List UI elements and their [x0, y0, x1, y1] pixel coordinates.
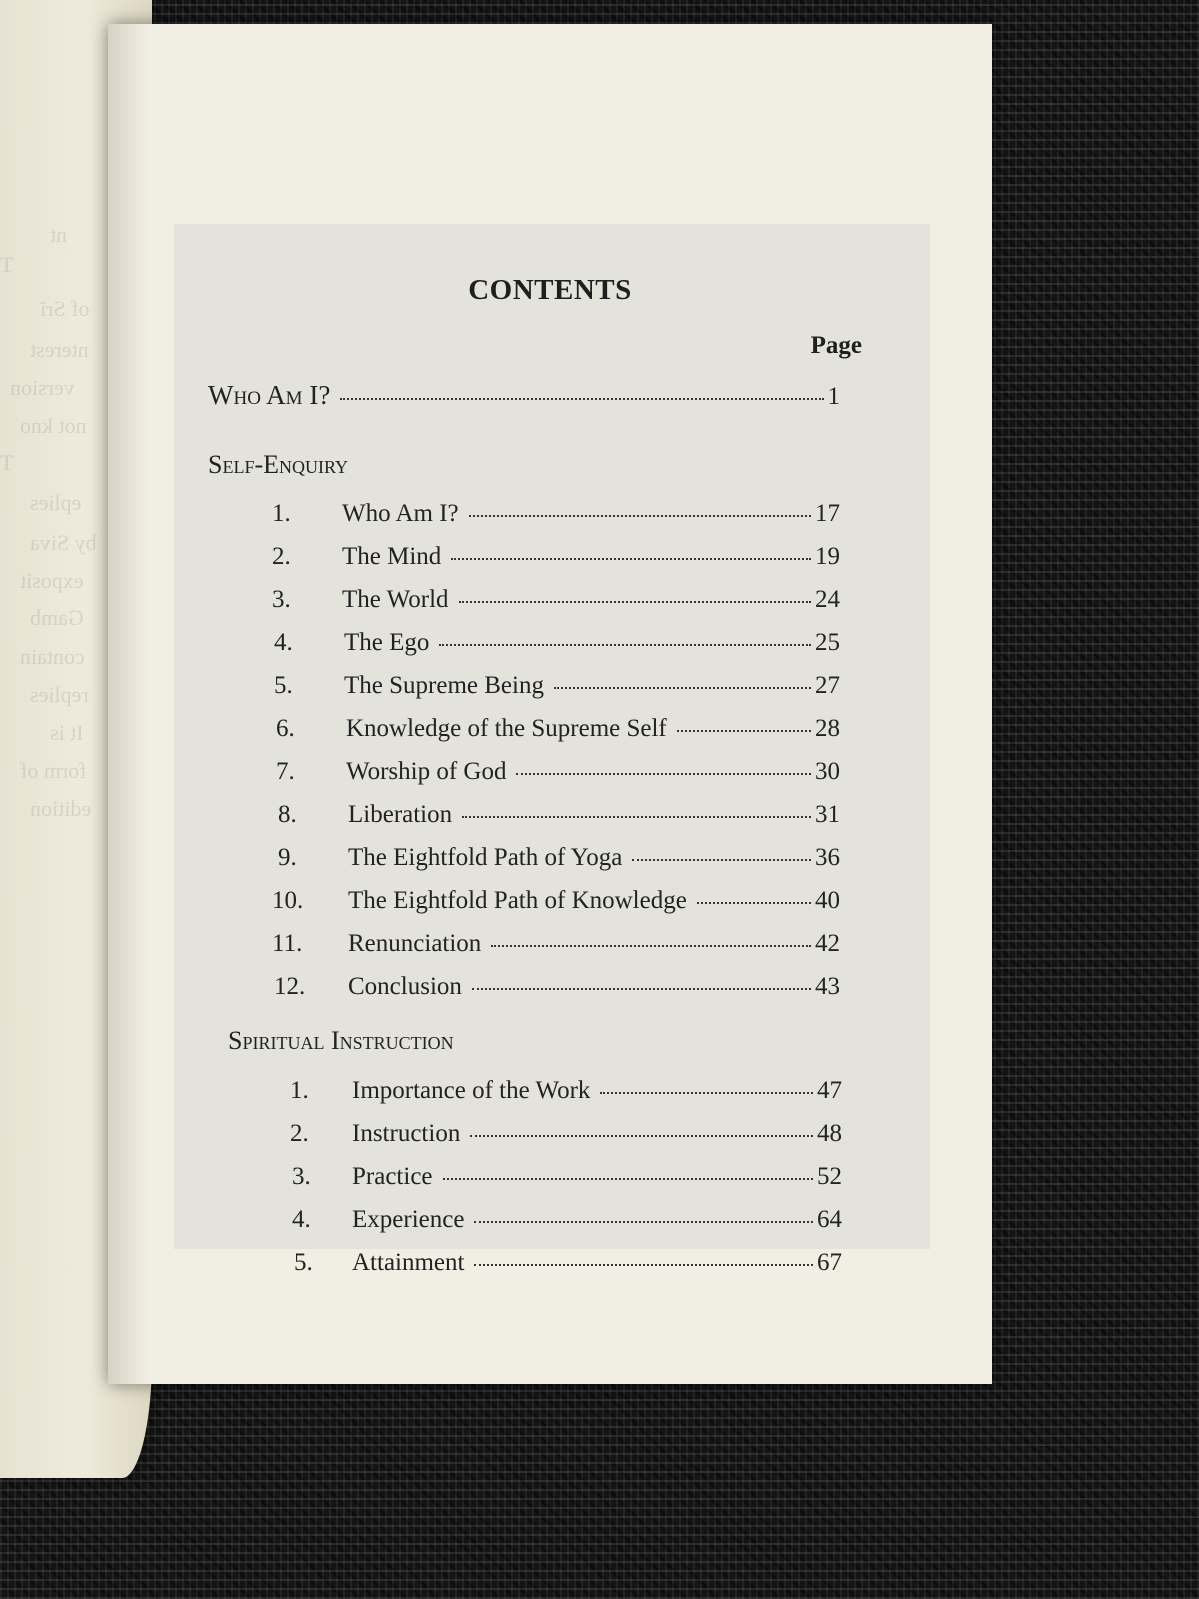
toc-item-title: Knowledge of the Supreme Self — [346, 715, 667, 742]
toc-item — [278, 801, 840, 829]
toc-item — [290, 1077, 842, 1105]
bleed-through-text: Gamb — [30, 605, 84, 630]
bleed-through-text: edition — [30, 796, 92, 821]
toc-item-title: Importance of the Work — [352, 1077, 591, 1104]
toc-item-number: 1. — [290, 1077, 309, 1104]
toc-main-entry — [208, 380, 840, 411]
dot-leader — [632, 859, 811, 861]
toc-item-page: 25 — [815, 629, 840, 656]
toc-item-page: 43 — [815, 973, 840, 1000]
toc-item-number: 4. — [274, 629, 293, 656]
page-gutter-shadow — [108, 24, 148, 1384]
bleed-through-text: contain — [20, 644, 85, 669]
bleed-through-text: form of — [20, 758, 87, 783]
toc-item-number: 4. — [292, 1206, 311, 1233]
toc-item-title: Worship of God — [346, 758, 507, 785]
bleed-through-text: eplies — [30, 490, 82, 515]
toc-item-number: 9. — [278, 844, 297, 871]
toc-item — [272, 500, 840, 528]
dot-leader — [443, 1178, 813, 1180]
dot-leader — [697, 902, 811, 904]
toc-item-page: 36 — [815, 844, 840, 871]
toc-item-page: 27 — [815, 672, 840, 699]
toc-entry-title: Who Am I? — [208, 380, 331, 410]
toc-item — [274, 629, 840, 657]
toc-item-number: 2. — [290, 1120, 309, 1147]
toc-item-title: The Supreme Being — [344, 672, 544, 699]
dot-leader — [470, 1135, 813, 1137]
toc-item-title: Attainment — [352, 1249, 465, 1276]
dot-leader — [439, 644, 811, 646]
toc-item-title: Instruction — [352, 1120, 461, 1147]
toc-item-page: 31 — [815, 801, 840, 828]
page-column-label: Page — [810, 332, 862, 359]
toc-item-page: 30 — [815, 758, 840, 785]
toc-item — [272, 930, 840, 958]
contents-page — [108, 24, 992, 1384]
bleed-through-text: not kno — [20, 413, 87, 438]
toc-item-number: 5. — [294, 1249, 313, 1276]
toc-item — [278, 844, 840, 872]
toc-item — [290, 1120, 842, 1148]
toc-item-title: The Eightfold Path of Knowledge — [348, 887, 687, 914]
toc-item-number: 12. — [274, 973, 306, 1000]
toc-item-page: 64 — [817, 1206, 842, 1233]
toc-item-page: 24 — [815, 586, 840, 613]
toc-item-page: 47 — [817, 1077, 842, 1104]
toc-item-title: The World — [342, 586, 449, 613]
dot-leader — [474, 1221, 813, 1223]
toc-item-number: 3. — [292, 1163, 311, 1190]
toc-item-page: 28 — [815, 715, 840, 742]
bleed-through-text: replies — [30, 682, 89, 707]
dot-leader — [451, 558, 811, 560]
dot-leader — [459, 601, 811, 603]
toc-item-title: The Ego — [344, 629, 430, 656]
bleed-through-text: nt — [50, 222, 68, 247]
toc-item-title: Experience — [352, 1206, 465, 1233]
dot-leader — [462, 816, 811, 818]
toc-item-number: 10. — [272, 887, 304, 914]
toc-item-title: The Mind — [342, 543, 442, 570]
toc-item — [292, 1163, 842, 1191]
toc-item-number: 11. — [272, 930, 303, 957]
dot-leader — [340, 398, 823, 400]
bleed-through-text: T — [0, 252, 14, 277]
toc-item — [292, 1206, 842, 1234]
toc-item-number: 2. — [272, 543, 291, 570]
bleed-through-text: It is — [50, 720, 84, 745]
toc-item-page: 17 — [815, 500, 840, 527]
toc-item-title: Practice — [352, 1163, 433, 1190]
toc-item — [274, 973, 840, 1001]
toc-item-page: 40 — [815, 887, 840, 914]
toc-section-title: Self-Enquiry — [208, 450, 349, 479]
toc-entry-page: 1 — [827, 383, 840, 410]
dot-leader — [469, 515, 811, 517]
dot-leader — [554, 687, 811, 689]
toc-item-number: 6. — [276, 715, 295, 742]
toc-item-title: The Eightfold Path of Yoga — [348, 844, 623, 871]
dot-leader — [472, 988, 811, 990]
toc-item — [276, 715, 840, 743]
bleed-through-text: of Srī — [40, 296, 90, 321]
toc-item — [272, 586, 840, 614]
toc-item-number: 7. — [276, 758, 295, 785]
toc-item — [294, 1249, 842, 1277]
toc-item-title: Renunciation — [348, 930, 482, 957]
toc-item-number: 5. — [274, 672, 293, 699]
dot-leader — [516, 773, 811, 775]
toc-item — [272, 887, 840, 915]
dot-leader — [474, 1264, 813, 1266]
toc-item-page: 67 — [817, 1249, 842, 1276]
toc-item-page: 48 — [817, 1120, 842, 1147]
dot-leader — [600, 1092, 813, 1094]
toc-item — [276, 758, 840, 786]
dot-leader — [491, 945, 811, 947]
toc-item-page: 19 — [815, 543, 840, 570]
bleed-through-text: version — [10, 375, 75, 400]
toc-section-title: Spiritual Instruction — [228, 1026, 454, 1055]
toc-item-title: Who Am I? — [342, 500, 459, 527]
bleed-through-text: T — [0, 450, 14, 475]
toc-item-number: 3. — [272, 586, 291, 613]
toc-item-page: 52 — [817, 1163, 842, 1190]
dot-leader — [677, 730, 811, 732]
toc-item — [274, 672, 840, 700]
toc-item-page: 42 — [815, 930, 840, 957]
contents-heading: CONTENTS — [468, 274, 632, 306]
toc-item-title: Liberation — [348, 801, 453, 828]
bleed-through-text: by Siva — [30, 530, 97, 555]
toc-item — [272, 543, 840, 571]
bleed-through-text: nterest — [30, 337, 89, 362]
toc-item-number: 8. — [278, 801, 297, 828]
toc-item-title: Conclusion — [348, 973, 462, 1000]
bleed-through-text: exposit — [20, 568, 84, 593]
toc-item-number: 1. — [272, 500, 291, 527]
